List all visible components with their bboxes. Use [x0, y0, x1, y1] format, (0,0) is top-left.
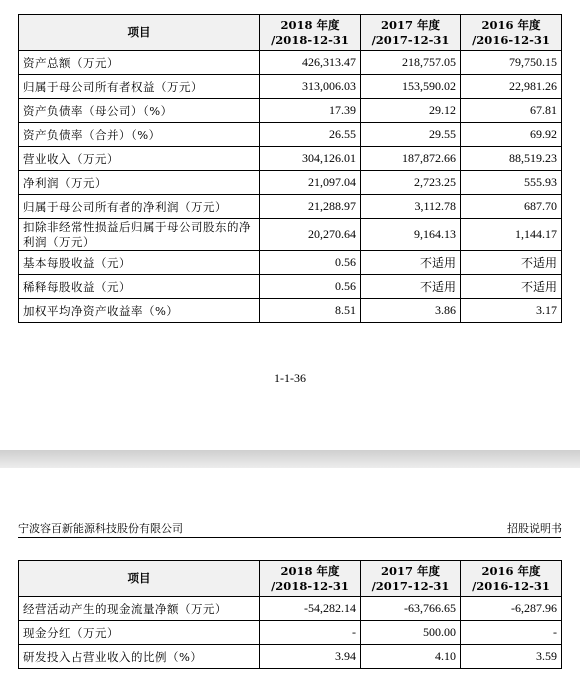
header-divider	[18, 537, 561, 538]
header-2016: 2016 年度 /2016-12-31	[461, 15, 562, 51]
value-2018: 426,313.47	[260, 51, 361, 75]
value-2016: 1,144.17	[461, 219, 562, 251]
document-title: 招股说明书	[507, 522, 562, 535]
table-header	[19, 561, 562, 597]
company-name: 宁波容百新能源科技股份有限公司	[18, 522, 183, 535]
header-2017: 2017 年度 /2017-12-31	[361, 561, 461, 597]
value-2018: 313,006.03	[260, 75, 361, 99]
cut-off-text	[60, 679, 300, 689]
table-body	[19, 597, 562, 669]
row-item-label: 研发投入占营业收入的比例（%）	[19, 645, 260, 669]
value-2018: 17.39	[260, 99, 361, 123]
value-2016: -	[461, 621, 562, 645]
value-2017: 500.00	[361, 621, 461, 645]
value-2016: -6,287.96	[461, 597, 562, 621]
table-body	[19, 51, 562, 323]
row-item-label: 现金分红（万元）	[19, 621, 260, 645]
value-2017: 3.86	[361, 299, 461, 323]
row-item-label: 营业收入（万元）	[19, 147, 260, 171]
value-2017: 4.10	[361, 645, 461, 669]
table-row	[19, 99, 562, 123]
table-row	[19, 597, 562, 621]
financial-indicators-table	[18, 14, 562, 323]
header-2018: 2018 年度 /2018-12-31	[260, 561, 361, 597]
value-2017: 29.12	[361, 99, 461, 123]
header-2017: 2017 年度 /2017-12-31	[361, 15, 461, 51]
value-2018: 8.51	[260, 299, 361, 323]
value-2018: 20,270.64	[260, 219, 361, 251]
value-2018: 26.55	[260, 123, 361, 147]
value-2018: 304,126.01	[260, 147, 361, 171]
value-2018: 0.56	[260, 275, 361, 299]
value-2016: 不适用	[461, 275, 562, 299]
value-2018: 21,097.04	[260, 171, 361, 195]
value-2018: 21,288.97	[260, 195, 361, 219]
value-2017: 187,872.66	[361, 147, 461, 171]
row-item-label: 扣除非经常性损益后归属于母公司股东的净利润（万元）	[19, 219, 260, 251]
value-2017: -63,766.65	[361, 597, 461, 621]
row-item-label: 归属于母公司所有者权益（万元）	[19, 75, 260, 99]
table-row	[19, 251, 562, 275]
value-2017: 29.55	[361, 123, 461, 147]
value-2016: 687.70	[461, 195, 562, 219]
value-2016: 79,750.15	[461, 51, 562, 75]
value-2018: -54,282.14	[260, 597, 361, 621]
value-2017: 153,590.02	[361, 75, 461, 99]
table-header	[19, 15, 562, 51]
header-item: 项目	[19, 561, 260, 597]
page-break	[0, 450, 580, 468]
page-number: 1-1-36	[274, 371, 306, 385]
value-2017: 9,164.13	[361, 219, 461, 251]
header-item: 项目	[19, 15, 260, 51]
table-row	[19, 621, 562, 645]
financial-indicators-table-continued	[18, 560, 562, 669]
value-2018: 0.56	[260, 251, 361, 275]
row-item-label: 资产总额（万元）	[19, 51, 260, 75]
value-2016: 3.17	[461, 299, 562, 323]
value-2016: 88,519.23	[461, 147, 562, 171]
table-row	[19, 123, 562, 147]
value-2016: 67.81	[461, 99, 562, 123]
table-row	[19, 75, 562, 99]
value-2016: 555.93	[461, 171, 562, 195]
value-2016: 22,981.26	[461, 75, 562, 99]
table-row	[19, 171, 562, 195]
value-2016: 3.59	[461, 645, 562, 669]
table-row	[19, 645, 562, 669]
value-2017: 218,757.05	[361, 51, 461, 75]
row-item-label: 稀释每股收益（元）	[19, 275, 260, 299]
row-item-label: 归属于母公司所有者的净利润（万元）	[19, 195, 260, 219]
value-2017: 2,723.25	[361, 171, 461, 195]
value-2017: 不适用	[361, 275, 461, 299]
table-row	[19, 51, 562, 75]
value-2017: 3,112.78	[361, 195, 461, 219]
value-2016: 不适用	[461, 251, 562, 275]
header-2016: 2016 年度 /2016-12-31	[461, 561, 562, 597]
table-row	[19, 195, 562, 219]
row-item-label: 资产负债率（合并）（%）	[19, 123, 260, 147]
header-2018: 2018 年度 /2018-12-31	[260, 15, 361, 51]
value-2017: 不适用	[361, 251, 461, 275]
table-row	[19, 219, 562, 251]
table-row	[19, 147, 562, 171]
row-item-label: 基本每股收益（元）	[19, 251, 260, 275]
row-item-label: 资产负债率（母公司）（%）	[19, 99, 260, 123]
value-2018: -	[260, 621, 361, 645]
row-item-label: 净利润（万元）	[19, 171, 260, 195]
table-row	[19, 275, 562, 299]
table-row	[19, 299, 562, 323]
value-2018: 3.94	[260, 645, 361, 669]
value-2016: 69.92	[461, 123, 562, 147]
row-item-label: 经营活动产生的现金流量净额（万元）	[19, 597, 260, 621]
row-item-label: 加权平均净资产收益率（%）	[19, 299, 260, 323]
